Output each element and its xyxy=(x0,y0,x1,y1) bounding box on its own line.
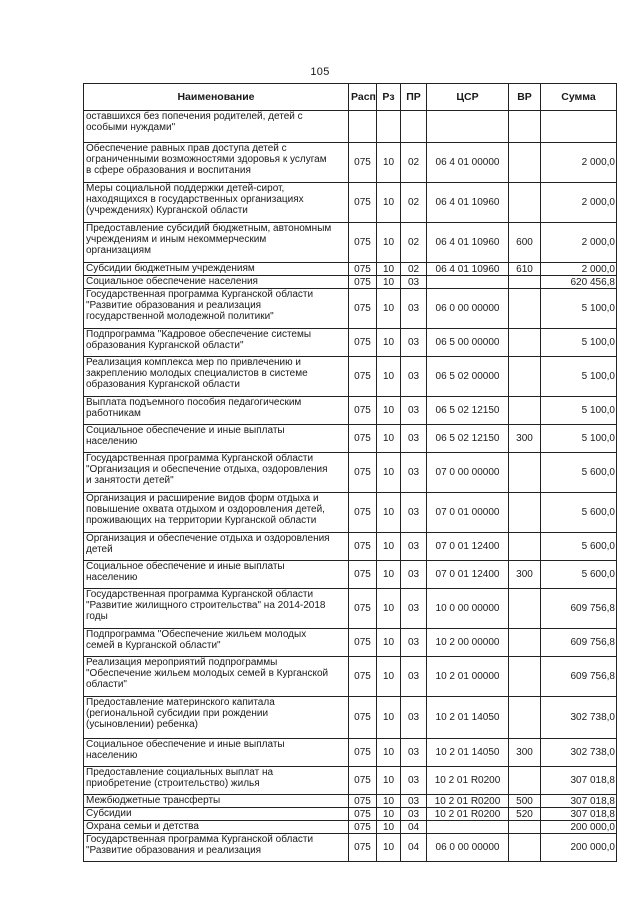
cell-rz: 10 xyxy=(377,657,401,697)
table-header-row xyxy=(84,84,617,111)
cell-csr xyxy=(427,821,509,834)
cell-vr xyxy=(509,143,541,183)
cell-name xyxy=(84,657,349,697)
cell-rasp: 075 xyxy=(349,425,377,453)
cell-rz: 10 xyxy=(377,357,401,397)
cell-sum: 5 100,0 xyxy=(541,425,617,453)
cell-csr xyxy=(427,111,509,143)
cell-csr: 10 2 00 00000 xyxy=(427,629,509,657)
cell-pr: 03 xyxy=(401,808,427,821)
table-row xyxy=(84,329,617,357)
cell-sum: 5 100,0 xyxy=(541,289,617,329)
table-row xyxy=(84,493,617,533)
table-row xyxy=(84,143,617,183)
cell-name-line: Субсидии xyxy=(86,808,132,819)
cell-pr: 03 xyxy=(401,276,427,289)
cell-sum: 2 000,0 xyxy=(541,143,617,183)
cell-rasp: 075 xyxy=(349,533,377,561)
cell-name-line: Государственная программа Курганской области xyxy=(86,453,314,464)
cell-name xyxy=(84,263,349,276)
cell-name-line: учреждениям и иным некоммерческим xyxy=(86,234,267,245)
cell-sum: 2 000,0 xyxy=(541,223,617,263)
cell-vr: 300 xyxy=(509,739,541,767)
cell-csr: 07 0 01 12400 xyxy=(427,533,509,561)
cell-name-line: Предоставление субсидий бюджетным, автономным xyxy=(86,223,332,234)
cell-rasp: 075 xyxy=(349,357,377,397)
cell-name xyxy=(84,821,349,834)
cell-rasp: 075 xyxy=(349,561,377,589)
table-row xyxy=(84,561,617,589)
table-row xyxy=(84,629,617,657)
cell-name xyxy=(84,493,349,533)
cell-pr: 03 xyxy=(401,629,427,657)
cell-name xyxy=(84,767,349,795)
cell-csr xyxy=(427,276,509,289)
cell-rasp: 075 xyxy=(349,263,377,276)
table-row xyxy=(84,821,617,834)
cell-pr: 03 xyxy=(401,533,427,561)
header-name: Наименование xyxy=(84,84,349,111)
table-row xyxy=(84,739,617,767)
cell-csr: 06 5 02 00000 xyxy=(427,357,509,397)
cell-rasp: 075 xyxy=(349,834,377,862)
cell-csr: 07 0 01 12400 xyxy=(427,561,509,589)
cell-sum: 200 000,0 xyxy=(541,821,617,834)
cell-name xyxy=(84,143,349,183)
cell-name-line: проживающих на территории Курганской области xyxy=(86,515,317,526)
cell-rz: 10 xyxy=(377,263,401,276)
cell-rz: 10 xyxy=(377,697,401,739)
cell-rasp: 075 xyxy=(349,795,377,808)
cell-vr xyxy=(509,821,541,834)
cell-name xyxy=(84,223,349,263)
cell-pr: 03 xyxy=(401,425,427,453)
cell-name xyxy=(84,589,349,629)
cell-name-line: образования Курганской области" xyxy=(86,340,244,351)
cell-vr: 610 xyxy=(509,263,541,276)
cell-name-line: Организация и расширение видов форм отдыха и xyxy=(86,493,319,504)
table-row xyxy=(84,795,617,808)
cell-rasp: 075 xyxy=(349,739,377,767)
cell-vr xyxy=(509,183,541,223)
cell-name-line: детей xyxy=(86,544,113,555)
table-row xyxy=(84,276,617,289)
cell-rz: 10 xyxy=(377,589,401,629)
cell-name xyxy=(84,183,349,223)
cell-rz: 10 xyxy=(377,397,401,425)
cell-name-line: Меры социальной поддержки детей-сирот, xyxy=(86,183,285,194)
cell-pr xyxy=(401,111,427,143)
cell-sum: 5 100,0 xyxy=(541,329,617,357)
cell-pr: 03 xyxy=(401,697,427,739)
cell-name xyxy=(84,834,349,862)
cell-sum: 5 100,0 xyxy=(541,357,617,397)
cell-rz: 10 xyxy=(377,143,401,183)
table-row xyxy=(84,453,617,493)
cell-sum: 5 600,0 xyxy=(541,561,617,589)
cell-pr: 04 xyxy=(401,821,427,834)
cell-vr: 300 xyxy=(509,561,541,589)
cell-rasp: 075 xyxy=(349,493,377,533)
cell-name-line: Социальное обеспечение и иные выплаты xyxy=(86,739,285,750)
cell-csr: 10 2 01 14050 xyxy=(427,739,509,767)
cell-pr: 03 xyxy=(401,289,427,329)
cell-rasp: 075 xyxy=(349,808,377,821)
cell-pr: 03 xyxy=(401,357,427,397)
cell-rz: 10 xyxy=(377,453,401,493)
cell-sum: 307 018,8 xyxy=(541,808,617,821)
cell-csr: 06 5 00 00000 xyxy=(427,329,509,357)
cell-sum: 609 756,8 xyxy=(541,657,617,697)
cell-csr: 06 0 00 00000 xyxy=(427,289,509,329)
cell-rasp: 075 xyxy=(349,143,377,183)
table-row xyxy=(84,289,617,329)
cell-vr xyxy=(509,657,541,697)
cell-name-line: Социальное обеспечение и иные выплаты xyxy=(86,561,285,572)
table-row xyxy=(84,425,617,453)
header-rasp: Расп xyxy=(349,84,377,111)
cell-vr xyxy=(509,111,541,143)
cell-csr: 06 4 01 10960 xyxy=(427,223,509,263)
cell-name xyxy=(84,276,349,289)
cell-sum: 609 756,8 xyxy=(541,629,617,657)
cell-rasp: 075 xyxy=(349,697,377,739)
cell-vr xyxy=(509,289,541,329)
cell-name-line: Государственная программа Курганской области xyxy=(86,289,314,300)
cell-name-line: населению xyxy=(86,750,138,761)
cell-name-line: семей в Курганской области" xyxy=(86,640,221,651)
cell-vr: 520 xyxy=(509,808,541,821)
cell-vr xyxy=(509,329,541,357)
cell-sum: 620 456,8 xyxy=(541,276,617,289)
cell-name-line: Выплата подъемного пособия педагогическим xyxy=(86,397,302,408)
cell-name xyxy=(84,453,349,493)
table-row xyxy=(84,357,617,397)
cell-rz: 10 xyxy=(377,329,401,357)
cell-name-line: населению xyxy=(86,436,138,447)
cell-vr xyxy=(509,276,541,289)
cell-sum: 302 738,0 xyxy=(541,697,617,739)
cell-pr: 02 xyxy=(401,263,427,276)
cell-rasp: 075 xyxy=(349,397,377,425)
cell-name-line: "Развитие образования и реализация xyxy=(86,845,262,856)
table-row xyxy=(84,397,617,425)
cell-name-line: (учреждениях) Курганской области xyxy=(86,205,248,216)
cell-pr: 02 xyxy=(401,223,427,263)
cell-vr xyxy=(509,767,541,795)
cell-csr: 07 0 01 00000 xyxy=(427,493,509,533)
cell-sum: 307 018,8 xyxy=(541,795,617,808)
cell-name-line: Охрана семьи и детства xyxy=(86,821,199,832)
cell-rz: 10 xyxy=(377,276,401,289)
cell-rz: 10 xyxy=(377,739,401,767)
cell-rasp: 075 xyxy=(349,453,377,493)
cell-rz: 10 xyxy=(377,493,401,533)
header-pr: ПР xyxy=(401,84,427,111)
cell-name xyxy=(84,739,349,767)
cell-name-line: Государственная программа Курганской области xyxy=(86,589,314,600)
cell-vr: 500 xyxy=(509,795,541,808)
header-sum: Сумма xyxy=(541,84,617,111)
cell-rasp: 075 xyxy=(349,629,377,657)
cell-pr: 04 xyxy=(401,834,427,862)
cell-name xyxy=(84,795,349,808)
cell-name-line: работникам xyxy=(86,408,141,419)
cell-rz: 10 xyxy=(377,561,401,589)
cell-csr: 06 4 01 10960 xyxy=(427,183,509,223)
cell-vr xyxy=(509,533,541,561)
cell-rz: 10 xyxy=(377,834,401,862)
cell-name-line: находящихся в государственных организациях xyxy=(86,194,304,205)
cell-name xyxy=(84,357,349,397)
cell-sum: 5 600,0 xyxy=(541,453,617,493)
cell-name-line: "Развитие образования и реализация xyxy=(86,300,262,311)
cell-pr: 02 xyxy=(401,183,427,223)
cell-name xyxy=(84,111,349,143)
cell-sum: 200 000,0 xyxy=(541,834,617,862)
cell-name-line: Межбюджетные трансферты xyxy=(86,795,221,806)
cell-name-line: Субсидии бюджетным учреждениям xyxy=(86,263,255,274)
cell-name-line: Подпрограмма "Обеспечение жильем молодых xyxy=(86,629,307,640)
cell-csr: 10 2 01 R0200 xyxy=(427,767,509,795)
cell-rz: 10 xyxy=(377,289,401,329)
cell-name-line: Социальное обеспечение и иные выплаты xyxy=(86,425,285,436)
cell-sum: 2 000,0 xyxy=(541,263,617,276)
cell-rz: 10 xyxy=(377,223,401,263)
page-number: 105 xyxy=(310,66,330,78)
cell-name xyxy=(84,425,349,453)
header-rz: Рз xyxy=(377,84,401,111)
cell-rz: 10 xyxy=(377,808,401,821)
cell-name-line: особыми нуждами" xyxy=(86,122,176,133)
cell-csr: 07 0 00 00000 xyxy=(427,453,509,493)
table-row xyxy=(84,111,617,143)
table-row xyxy=(84,657,617,697)
cell-name-line: оставшихся без попечения родителей, детей с xyxy=(86,111,303,122)
table-row xyxy=(84,263,617,276)
cell-rz: 10 xyxy=(377,629,401,657)
cell-pr: 03 xyxy=(401,657,427,697)
cell-pr: 03 xyxy=(401,795,427,808)
cell-rasp: 075 xyxy=(349,223,377,263)
cell-csr: 06 4 01 10960 xyxy=(427,263,509,276)
cell-sum: 2 000,0 xyxy=(541,183,617,223)
cell-name-line: "Организация и обеспечение отдыха, оздоровления xyxy=(86,464,328,475)
cell-rasp: 075 xyxy=(349,767,377,795)
table-row xyxy=(84,767,617,795)
cell-sum: 609 756,8 xyxy=(541,589,617,629)
cell-name xyxy=(84,808,349,821)
cell-name-line: Реализация комплекса мер по привлечению и xyxy=(86,357,301,368)
budget-table xyxy=(83,83,617,862)
cell-name-line: повышение охвата отдыхом и оздоровления детей, xyxy=(86,504,325,515)
cell-pr: 03 xyxy=(401,493,427,533)
cell-name-line: образования Курганской области xyxy=(86,379,240,390)
cell-name-line: организациям xyxy=(86,245,151,256)
cell-rz: 10 xyxy=(377,425,401,453)
cell-rasp: 075 xyxy=(349,289,377,329)
cell-name-line: "Обеспечение жильем молодых семей в Курганской xyxy=(86,668,329,679)
cell-name-line: закреплению молодых специалистов в системе xyxy=(86,368,308,379)
cell-csr: 06 0 00 00000 xyxy=(427,834,509,862)
cell-csr: 06 4 01 00000 xyxy=(427,143,509,183)
cell-rasp: 075 xyxy=(349,183,377,223)
cell-pr: 02 xyxy=(401,143,427,183)
cell-vr xyxy=(509,589,541,629)
cell-csr: 10 0 00 00000 xyxy=(427,589,509,629)
cell-rz: 10 xyxy=(377,533,401,561)
cell-name-line: Обеспечение равных прав доступа детей с xyxy=(86,143,287,154)
cell-vr xyxy=(509,834,541,862)
table-row xyxy=(84,589,617,629)
cell-name-line: области" xyxy=(86,679,127,690)
cell-name-line: Предоставление материнского капитала xyxy=(86,697,275,708)
cell-rasp: 075 xyxy=(349,276,377,289)
cell-name-line: Предоставление социальных выплат на xyxy=(86,767,274,778)
cell-vr: 600 xyxy=(509,223,541,263)
cell-csr: 10 2 01 R0200 xyxy=(427,808,509,821)
header-vr: ВР xyxy=(509,84,541,111)
cell-name-line: Реализация мероприятий подпрограммы xyxy=(86,657,278,668)
cell-rz: 10 xyxy=(377,183,401,223)
cell-sum: 5 600,0 xyxy=(541,493,617,533)
cell-pr: 03 xyxy=(401,589,427,629)
cell-name-line: в сфере образования и воспитания xyxy=(86,165,251,176)
cell-name-line: "Развитие жилищного строительства" на 2014-2018 xyxy=(86,600,326,611)
cell-sum xyxy=(541,111,617,143)
cell-vr xyxy=(509,697,541,739)
cell-name-line: Государственная программа Курганской области xyxy=(86,834,314,845)
table-row xyxy=(84,533,617,561)
cell-pr: 03 xyxy=(401,397,427,425)
cell-pr: 03 xyxy=(401,561,427,589)
cell-sum: 5 600,0 xyxy=(541,533,617,561)
cell-vr: 300 xyxy=(509,425,541,453)
cell-rz: 10 xyxy=(377,767,401,795)
cell-rasp: 075 xyxy=(349,821,377,834)
cell-pr: 03 xyxy=(401,453,427,493)
cell-vr xyxy=(509,493,541,533)
cell-rasp xyxy=(349,111,377,143)
cell-rasp: 075 xyxy=(349,657,377,697)
cell-csr: 06 5 02 12150 xyxy=(427,425,509,453)
cell-rasp: 075 xyxy=(349,589,377,629)
cell-csr: 10 2 01 14050 xyxy=(427,697,509,739)
cell-csr: 06 5 02 12150 xyxy=(427,397,509,425)
cell-name xyxy=(84,329,349,357)
cell-csr: 10 2 01 R0200 xyxy=(427,795,509,808)
table-row xyxy=(84,808,617,821)
cell-name xyxy=(84,561,349,589)
cell-name-line: Организация и обеспечение отдыха и оздоровления xyxy=(86,533,330,544)
cell-name-line: приобретение (строительство) жилья xyxy=(86,778,260,789)
cell-vr xyxy=(509,453,541,493)
cell-sum: 302 738,0 xyxy=(541,739,617,767)
cell-name-line: (региональной субсидии при рождении xyxy=(86,708,269,719)
cell-name xyxy=(84,629,349,657)
cell-name-line: государственной молодежной политики" xyxy=(86,311,274,322)
cell-name xyxy=(84,533,349,561)
cell-name-line: Социальное обеспечение населения xyxy=(86,276,258,287)
cell-rasp: 075 xyxy=(349,329,377,357)
header-csr: ЦСР xyxy=(427,84,509,111)
cell-name-line: и занятости детей" xyxy=(86,475,174,486)
table-body xyxy=(84,111,617,862)
cell-pr: 03 xyxy=(401,329,427,357)
cell-vr xyxy=(509,397,541,425)
cell-pr: 03 xyxy=(401,767,427,795)
cell-vr xyxy=(509,629,541,657)
cell-pr: 03 xyxy=(401,739,427,767)
cell-vr xyxy=(509,357,541,397)
cell-rz: 10 xyxy=(377,821,401,834)
cell-name-line: населению xyxy=(86,572,138,583)
cell-name-line: Подпрограмма "Кадровое обеспечение системы xyxy=(86,329,312,340)
table-row xyxy=(84,183,617,223)
cell-rz: 10 xyxy=(377,795,401,808)
cell-name-line: ограниченными возможностями здоровья к услугам xyxy=(86,154,327,165)
table-row xyxy=(84,834,617,862)
cell-sum: 5 100,0 xyxy=(541,397,617,425)
cell-name-line: (усыновлении) ребенка) xyxy=(86,719,198,730)
cell-name xyxy=(84,697,349,739)
cell-name xyxy=(84,289,349,329)
cell-csr: 10 2 01 00000 xyxy=(427,657,509,697)
table-row xyxy=(84,697,617,739)
cell-name xyxy=(84,397,349,425)
table-row xyxy=(84,223,617,263)
cell-name-line: годы xyxy=(86,611,108,622)
cell-sum: 307 018,8 xyxy=(541,767,617,795)
cell-rz xyxy=(377,111,401,143)
